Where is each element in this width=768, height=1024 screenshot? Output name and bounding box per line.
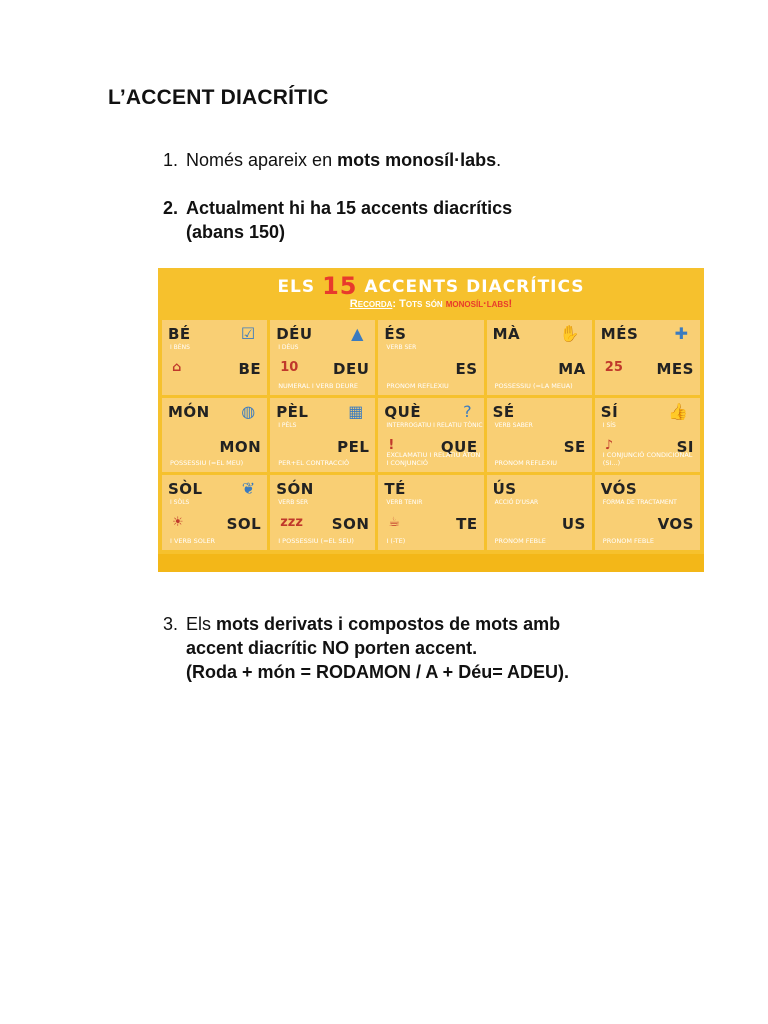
word-cell xyxy=(487,398,592,473)
plain-word: SON xyxy=(331,515,370,534)
plain-word-note: I CONJUNCIÓ CONDICIONAL (SI...) xyxy=(602,451,693,468)
word-cell xyxy=(595,475,700,550)
accented-word: MÉS xyxy=(600,325,639,343)
accented-word-note: VERB SABER xyxy=(494,421,533,429)
plain-word-icon: ! xyxy=(388,437,395,453)
accented-word-note: I PÈLS xyxy=(278,421,297,429)
word-cell xyxy=(162,475,267,550)
accented-word: ÚS xyxy=(492,480,517,499)
plain-word: DEU xyxy=(333,360,370,378)
accented-word-note: ACCIÓ D'USAR xyxy=(494,499,539,507)
infographic-subtitle xyxy=(158,298,704,310)
accented-word-note: VERB SER xyxy=(278,499,309,507)
word-cell xyxy=(487,475,592,550)
accented-word-note: I BÉNS xyxy=(170,344,190,351)
accented-word-icon: ▲ xyxy=(351,324,364,343)
list-item-2 xyxy=(163,196,603,244)
accented-word-note: I SÒLS xyxy=(170,499,190,507)
subtitle-text: : Tots són xyxy=(392,298,446,310)
plain-word: VOS xyxy=(657,515,694,534)
title-text: ELS xyxy=(277,277,316,297)
subtitle-highlight: monosíl·labs! xyxy=(445,298,513,310)
plain-word: MA xyxy=(558,360,586,378)
plain-word-note: I POSSESSIU (=EL SEU) xyxy=(278,536,354,545)
accented-word-icon: ✋ xyxy=(559,324,580,343)
subtitle-label: Recorda xyxy=(349,298,393,310)
accented-word-note: I SÍS xyxy=(602,421,616,429)
word-cell xyxy=(270,320,375,395)
accented-word-note: I DÉUS xyxy=(278,344,299,351)
plain-word-icon: zzz xyxy=(280,515,303,531)
page-title: L’ACCENT DIACRÍTIC xyxy=(108,86,329,109)
text-line: (abans 150) xyxy=(186,222,286,242)
plain-word: MON xyxy=(219,437,262,456)
list-number: 1. xyxy=(163,150,179,170)
word-cell xyxy=(162,398,267,473)
accented-word-icon: 👍 xyxy=(668,401,688,421)
text-plain: . xyxy=(496,150,502,170)
plain-word-note: POSSESSIU (=EL MEU) xyxy=(170,459,244,468)
list-number: 2. xyxy=(163,198,179,218)
word-cell xyxy=(378,320,483,395)
title-number: 15 xyxy=(322,272,358,300)
plain-word-note: PRONOM REFLEXIU xyxy=(386,381,449,390)
infographic-title xyxy=(158,272,704,300)
word-cell xyxy=(270,398,375,473)
accented-word: DÉU xyxy=(276,325,313,343)
list-text xyxy=(186,196,603,244)
plain-word-icon: ☀ xyxy=(172,515,184,531)
accented-word-icon: ◍ xyxy=(241,401,256,421)
word-cell xyxy=(595,320,700,395)
accented-word-icon: ☑ xyxy=(240,324,256,343)
accented-word: ÉS xyxy=(384,325,407,343)
plain-word-note: PER+EL CONTRACCIÓ xyxy=(278,459,350,468)
accented-word: TÉ xyxy=(384,480,406,499)
list-item-3 xyxy=(163,612,658,684)
plain-word: TE xyxy=(456,515,478,534)
plain-word-note: PRONOM FEBLE xyxy=(494,536,546,545)
text-bold: accent diacrític NO porten accent. xyxy=(186,638,478,658)
title-text: ACCENTS DIACRÍTICS xyxy=(364,277,585,297)
accented-word: MÓN xyxy=(168,402,210,421)
plain-word: MES xyxy=(656,360,694,378)
plain-word-note: PRONOM FEBLE xyxy=(602,536,655,545)
accented-word-icon: ? xyxy=(463,401,472,421)
text-plain: Només apareix en xyxy=(186,150,338,170)
accented-word-note: VERB SER xyxy=(386,344,417,351)
plain-word: US xyxy=(561,515,586,534)
list-text xyxy=(186,612,658,684)
accented-word-note: INTERROGATIU I RELATIU TÒNIC xyxy=(386,421,483,429)
text-line: Actualment hi ha 15 accents diacrítics xyxy=(186,198,513,218)
plain-word-icon: ♪ xyxy=(604,437,614,453)
word-cell xyxy=(487,320,592,395)
plain-word-icon: ☕ xyxy=(388,515,401,531)
plain-word-icon: ⌂ xyxy=(172,360,182,375)
plain-word: SOL xyxy=(226,515,262,534)
infographic-header xyxy=(158,268,704,316)
plain-word-icon: 25 xyxy=(604,360,623,375)
list-item-1 xyxy=(163,148,501,172)
plain-word-note: I (-TE) xyxy=(386,536,406,545)
plain-word-icon: 10 xyxy=(280,360,299,375)
accented-word-icon: ✚ xyxy=(674,324,688,343)
accented-word: QUÈ xyxy=(384,402,422,421)
accented-word: SÒL xyxy=(168,480,203,499)
plain-word: BE xyxy=(238,360,262,378)
text-bold: (Roda + món = RODAMON / A + Déu= ADEU). xyxy=(186,662,570,682)
plain-word-note: EXCLAMATIU I RELATIU ÀTON I CONJUNCIÓ xyxy=(386,451,481,468)
infographic-footer xyxy=(158,554,704,572)
text-bold: mots derivats i compostos de mots amb xyxy=(216,614,561,634)
plain-word: QUE xyxy=(440,437,478,456)
text-plain: Els xyxy=(186,614,217,634)
list-number: 3. xyxy=(163,614,179,634)
word-grid xyxy=(162,320,700,550)
word-cell xyxy=(595,398,700,473)
plain-word: SE xyxy=(563,437,586,456)
plain-word-note: POSSESSIU (=LA MEUA) xyxy=(494,381,573,390)
accented-word: BÉ xyxy=(168,325,191,343)
plain-word-note: I VERB SOLER xyxy=(170,536,216,545)
accented-word-note: VERB TENIR xyxy=(386,499,423,507)
word-cell xyxy=(270,475,375,550)
list-text xyxy=(186,148,501,172)
word-cell xyxy=(162,320,267,395)
plain-word-note: NUMERAL I VERB DEURE xyxy=(278,381,358,390)
plain-word-note: PRONOM REFLEXIU xyxy=(494,459,558,468)
plain-word: ES xyxy=(455,360,478,378)
accented-word: SÓN xyxy=(276,480,314,499)
word-cell xyxy=(378,398,483,473)
word-cell xyxy=(378,475,483,550)
plain-word: SI xyxy=(676,437,694,456)
accented-word: PÈL xyxy=(276,402,309,421)
plain-word: PEL xyxy=(337,437,370,456)
accented-word: SÍ xyxy=(600,402,619,421)
accented-word-icon: ❦ xyxy=(241,479,256,499)
text-bold: mots monosíl·labs xyxy=(337,150,497,170)
diacritic-infographic xyxy=(158,268,704,572)
accented-word-note: FORMA DE TRACTAMENT xyxy=(602,499,677,507)
accented-word: MÀ xyxy=(492,325,521,343)
accented-word: SÉ xyxy=(492,402,515,421)
accented-word-icon: ▦ xyxy=(348,401,364,421)
accented-word: VÓS xyxy=(600,480,638,499)
